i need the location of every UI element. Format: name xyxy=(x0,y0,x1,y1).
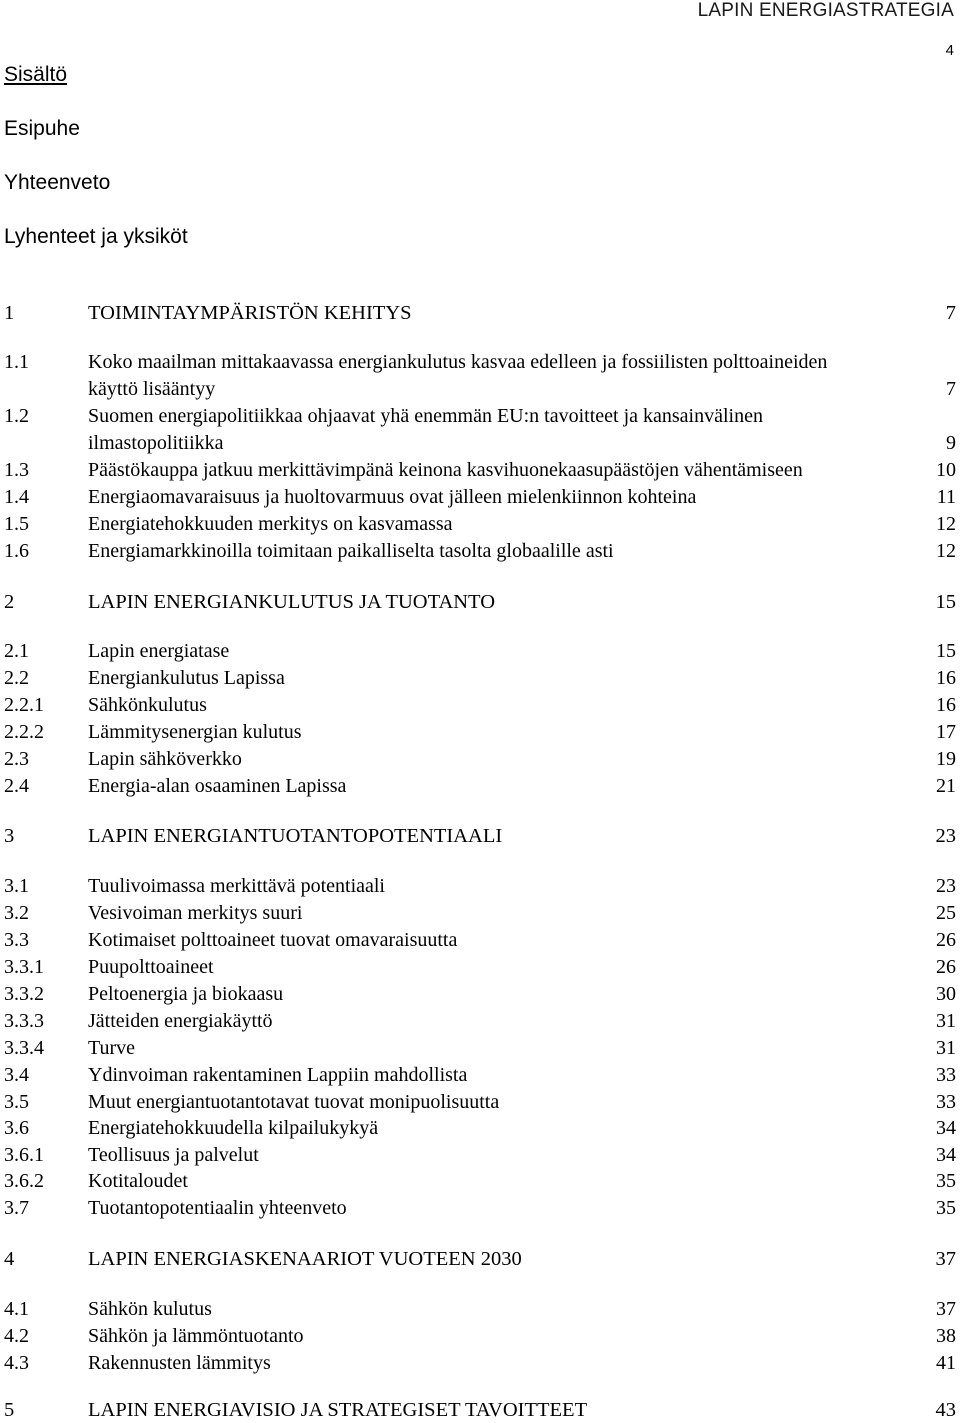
toc-entry-page: 15 xyxy=(936,640,956,662)
toc-entry-title: Tuotantopotentiaalin yhteenveto xyxy=(88,1197,347,1219)
running-header: LAPIN ENERGIASTRATEGIA xyxy=(697,0,954,21)
toc-entry-page: 12 xyxy=(936,513,956,535)
toc-entry-title: Kotimaiset polttoaineet tuovat omavaraisuutta xyxy=(88,929,458,951)
toc-front-lyhenteet[interactable]: Lyhenteet ja yksiköt xyxy=(4,225,188,248)
toc-entry-number: 2.2.1 xyxy=(4,694,44,716)
toc-entry-title: LAPIN ENERGIANKULUTUS JA TUOTANTO xyxy=(88,591,496,613)
toc-entry-title: Sähkönkulutus xyxy=(88,694,207,716)
toc-entry-title: Turve xyxy=(88,1037,136,1059)
toc-entry-number: 3.3 xyxy=(4,929,29,951)
toc-front-yhteenveto[interactable]: Yhteenveto xyxy=(4,171,111,194)
toc-front-esipuhe[interactable]: Esipuhe xyxy=(4,117,80,140)
toc-entry-number: 3.6 xyxy=(4,1117,29,1139)
toc-entry-page: 25 xyxy=(936,902,956,924)
toc-entry-number: 2 xyxy=(4,591,15,613)
toc-entry-page: 9 xyxy=(946,432,956,454)
toc-entry-title: Energiamarkkinoilla toimitaan paikalliselta tasolta globaalille asti xyxy=(88,540,614,562)
page-number: 4 xyxy=(945,42,954,59)
toc-entry-page: 35 xyxy=(936,1197,956,1219)
toc-entry-number: 4.1 xyxy=(4,1298,29,1320)
toc-entry-page: 26 xyxy=(936,929,956,951)
toc-entry-page: 31 xyxy=(936,1037,956,1059)
toc-entry-page: 41 xyxy=(936,1352,956,1374)
toc-heading-link[interactable]: Sisältö xyxy=(4,63,68,86)
toc-entry-number: 3.1 xyxy=(4,875,29,897)
toc-entry-number: 3.6.1 xyxy=(4,1144,44,1166)
toc-entry-number: 2.1 xyxy=(4,640,29,662)
toc-entry-title: Energiatehokkuudella kilpailukykyä xyxy=(88,1117,379,1139)
toc-entry-title: Koko maailman mittakaavassa energiankulutus kasvaa edelleen ja fossiilisten polttoaineiden xyxy=(88,351,828,373)
toc-entry-page: 43 xyxy=(935,1399,956,1421)
toc-entry-page: 33 xyxy=(936,1064,956,1086)
toc-entry-title: Jätteiden energiakäyttö xyxy=(88,1010,273,1032)
toc-entry-title: Muut energiantuotantotavat tuovat monipuolisuutta xyxy=(88,1091,500,1113)
toc-entry-page: 11 xyxy=(936,486,956,508)
toc-entry-number: 3.5 xyxy=(4,1091,29,1113)
toc-entry-page: 17 xyxy=(936,721,956,743)
toc-entry-page: 37 xyxy=(935,1248,956,1270)
toc-entry-title: Lapin sähköverkko xyxy=(88,748,242,770)
toc-entry-title: Energiankulutus Lapissa xyxy=(88,667,285,689)
toc-entry-title: Energia-alan osaaminen Lapissa xyxy=(88,775,347,797)
toc-entry-number: 3 xyxy=(4,825,15,847)
toc-entry-title: LAPIN ENERGIAVISIO JA STRATEGISET TAVOITTEET xyxy=(88,1399,588,1421)
toc-entry-number: 2.4 xyxy=(4,775,29,797)
toc-entry-page: 30 xyxy=(936,983,956,1005)
toc-entry-page: 16 xyxy=(936,694,956,716)
toc-entry-page: 23 xyxy=(935,825,956,847)
toc-entry-number: 3.4 xyxy=(4,1064,29,1086)
toc-entry-page: 31 xyxy=(936,1010,956,1032)
toc-entry-title: Kotitaloudet xyxy=(88,1170,188,1192)
toc-entry-number: 1.3 xyxy=(4,459,29,481)
toc-entry-page: 7 xyxy=(946,378,956,400)
toc-entry-title: LAPIN ENERGIASKENAARIOT VUOTEEN 2030 xyxy=(88,1248,522,1270)
toc-entry-title: Sähkön kulutus xyxy=(88,1298,212,1320)
toc-entry-number: 1.6 xyxy=(4,540,29,562)
toc-entry-title-continued: ilmastopolitiikka xyxy=(88,432,224,454)
toc-entry-page: 37 xyxy=(936,1298,956,1320)
toc-entry-number: 5 xyxy=(4,1399,15,1421)
toc-entry-page: 23 xyxy=(936,875,956,897)
toc-entry-number: 2.2 xyxy=(4,667,29,689)
toc-entry-page: 26 xyxy=(936,956,956,978)
toc-entry-title: Rakennusten lämmitys xyxy=(88,1352,271,1374)
toc-entry-number: 3.7 xyxy=(4,1197,29,1219)
toc-entry-title: Päästökauppa jatkuu merkittävimpänä keinona kasvihuonekaasupäästöjen vähentämiseen xyxy=(88,459,803,481)
toc-entry-title: Lämmitysenergian kulutus xyxy=(88,721,302,743)
toc-entry-title: Energiatehokkuuden merkitys on kasvamassa xyxy=(88,513,453,535)
toc-entry-page: 34 xyxy=(936,1144,956,1166)
toc-entry-title: Sähkön ja lämmöntuotanto xyxy=(88,1325,304,1347)
toc-entry-title: Lapin energiatase xyxy=(88,640,230,662)
toc-entry-title-continued: käyttö lisääntyy xyxy=(88,378,216,400)
toc-entry-page: 15 xyxy=(935,591,956,613)
toc-entry-number: 4 xyxy=(4,1248,15,1270)
toc-entry-number: 3.6.2 xyxy=(4,1170,44,1192)
toc-entry-page: 16 xyxy=(936,667,956,689)
toc-entry-number: 1.4 xyxy=(4,486,29,508)
toc-entry-number: 4.2 xyxy=(4,1325,29,1347)
toc-entry-page: 10 xyxy=(936,459,956,481)
toc-entry-number: 2.3 xyxy=(4,748,29,770)
toc-entry-title: Suomen energiapolitiikkaa ohjaavat yhä enemmän EU:n tavoitteet ja kansainvälinen xyxy=(88,405,763,427)
toc-entry-number: 1.2 xyxy=(4,405,29,427)
toc-entry-title: Teollisuus ja palvelut xyxy=(88,1144,259,1166)
toc-entry-title: Energiaomavaraisuus ja huoltovarmuus ovat jälleen mielenkiinnon kohteina xyxy=(88,486,697,508)
toc-entry-title: Ydinvoiman rakentaminen Lappiin mahdollista xyxy=(88,1064,468,1086)
toc-entry-number: 4.3 xyxy=(4,1352,29,1374)
toc-entry-title: Vesivoiman merkitys suuri xyxy=(88,902,303,924)
toc-entry-title: Tuulivoimassa merkittävä potentiaali xyxy=(88,875,385,897)
toc-entry-page: 33 xyxy=(936,1091,956,1113)
toc-entry-number: 1.5 xyxy=(4,513,29,535)
toc-entry-title: Puupolttoaineet xyxy=(88,956,214,978)
toc-entry-page: 19 xyxy=(936,748,956,770)
toc-entry-page: 7 xyxy=(945,302,956,324)
toc-entry-page: 12 xyxy=(936,540,956,562)
toc-entry-number: 3.3.1 xyxy=(4,956,44,978)
toc-entry-number: 1 xyxy=(4,302,15,324)
toc-entry-page: 35 xyxy=(936,1170,956,1192)
toc-entry-number: 1.1 xyxy=(4,351,29,373)
toc-entry-number: 2.2.2 xyxy=(4,721,44,743)
toc-entry-number: 3.3.4 xyxy=(4,1037,44,1059)
toc-entry-page: 38 xyxy=(936,1325,956,1347)
toc-entry-number: 3.2 xyxy=(4,902,29,924)
toc-entry-page: 21 xyxy=(936,775,956,797)
toc-entry-number: 3.3.2 xyxy=(4,983,44,1005)
toc-entry-number: 3.3.3 xyxy=(4,1010,44,1032)
toc-entry-title: TOIMINTAYMPÄRISTÖN KEHITYS xyxy=(88,302,412,324)
toc-entry-page: 34 xyxy=(936,1117,956,1139)
toc-entry-title: Peltoenergia ja biokaasu xyxy=(88,983,284,1005)
toc-entry-title: LAPIN ENERGIANTUOTANTOPOTENTIAALI xyxy=(88,825,503,847)
